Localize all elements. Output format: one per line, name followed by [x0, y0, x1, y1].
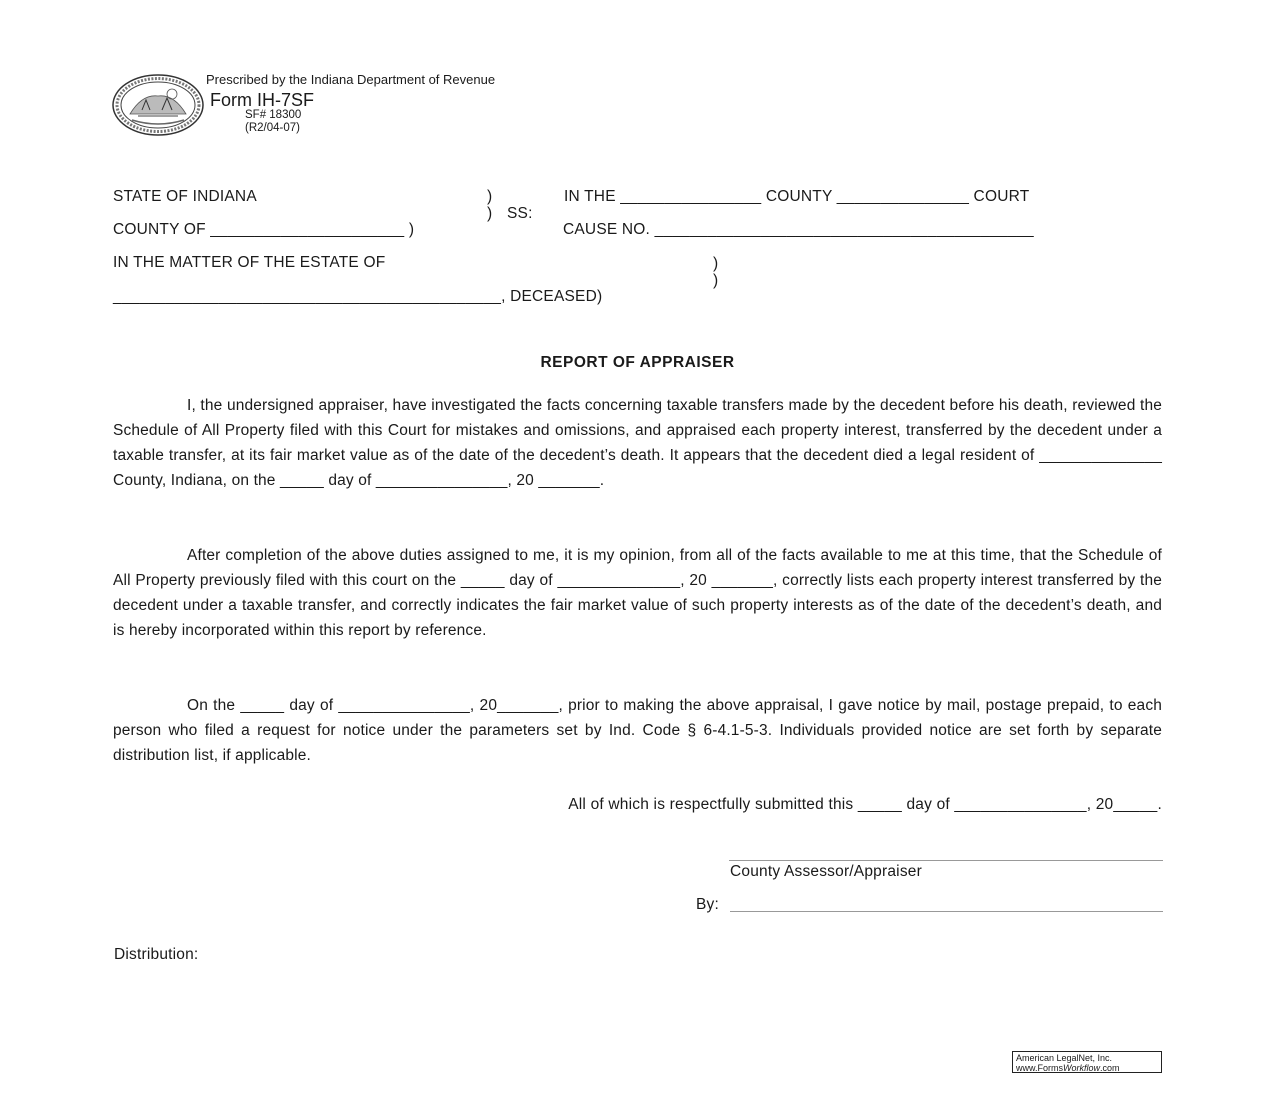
publisher-name: American LegalNet, Inc.	[1016, 1053, 1113, 1063]
report-title: REPORT OF APPRAISER	[540, 354, 735, 371]
state-seal-icon	[112, 74, 204, 136]
ss-label: SS:	[507, 205, 533, 222]
caption-paren: )	[487, 205, 493, 222]
assessor-label: County Assessor/Appraiser	[730, 863, 922, 880]
revision-date: (R2/04-07)	[245, 122, 300, 134]
caption-paren: )	[713, 255, 719, 272]
by-signature-line[interactable]	[730, 911, 1163, 912]
submitted-date-line[interactable]: All of which is respectfully submitted this _____ day of _______________, 20_____.	[568, 796, 1162, 813]
paragraph-opinion: After completion of the above duties assigned to me, it is my opinion, from all of the facts available to me at this time, that the Schedule of All Property previously filed with this court on the _____ day of ______________, 20 _______, correctly lists each property interest transferred by the decedent under a taxable transfer, and correctly indicates the fair market value of such property interests as of the date of the decedent’s death, and is hereby incorporated within this report by reference.	[113, 547, 1162, 639]
sf-number: SF# 18300	[245, 109, 302, 121]
county-of-field[interactable]: COUNTY OF ______________________ )	[113, 221, 415, 238]
court-name-field[interactable]: IN THE ________________ COUNTY _______________ COURT	[564, 188, 1030, 205]
caption-paren: )	[487, 188, 493, 205]
publisher-footer	[1012, 1051, 1162, 1073]
form-title: Form IH-7SF	[210, 90, 315, 110]
paragraph-notice: On the _____ day of _______________, 20_______, prior to making the above appraisal, I gave notice by mail, postage prepaid, to each person who filed a request for notice under the parameters set by Ind. Code § 6-4.1-5-3. Individuals provided notice are set forth by separate distribution list, if applicable.	[113, 697, 1162, 764]
assessor-signature-line[interactable]	[729, 860, 1163, 861]
distribution-label: Distribution:	[114, 946, 199, 963]
paragraph-investigation: I, the undersigned appraiser, have investigated the facts concerning taxable transfers made by the decedent before his death, reviewed the Schedule of All Property filed with this Court for mistakes and omissions, and appraised each property interest, transferred by the decedent under a taxable transfer, at its fair market value as of the date of the decedent’s death. It appears that the decedent died a legal resident of ______________ County, Indiana, on the _____ day of _______________, 20 _______.	[113, 397, 1162, 489]
deceased-name-field[interactable]: ____________________________________________, DECEASED)	[113, 288, 603, 305]
caption-paren: )	[713, 272, 719, 289]
prescribed-by: Prescribed by the Indiana Department of Revenue	[206, 72, 496, 87]
estate-of-label: IN THE MATTER OF THE ESTATE OF	[113, 254, 386, 271]
publisher-url: www.FormsWorkflow.com	[1016, 1063, 1120, 1073]
state-of-indiana: STATE OF INDIANA	[113, 188, 257, 205]
cause-number-field[interactable]: CAUSE NO. ___________________________________________	[563, 221, 1034, 238]
by-label: By:	[696, 896, 719, 913]
